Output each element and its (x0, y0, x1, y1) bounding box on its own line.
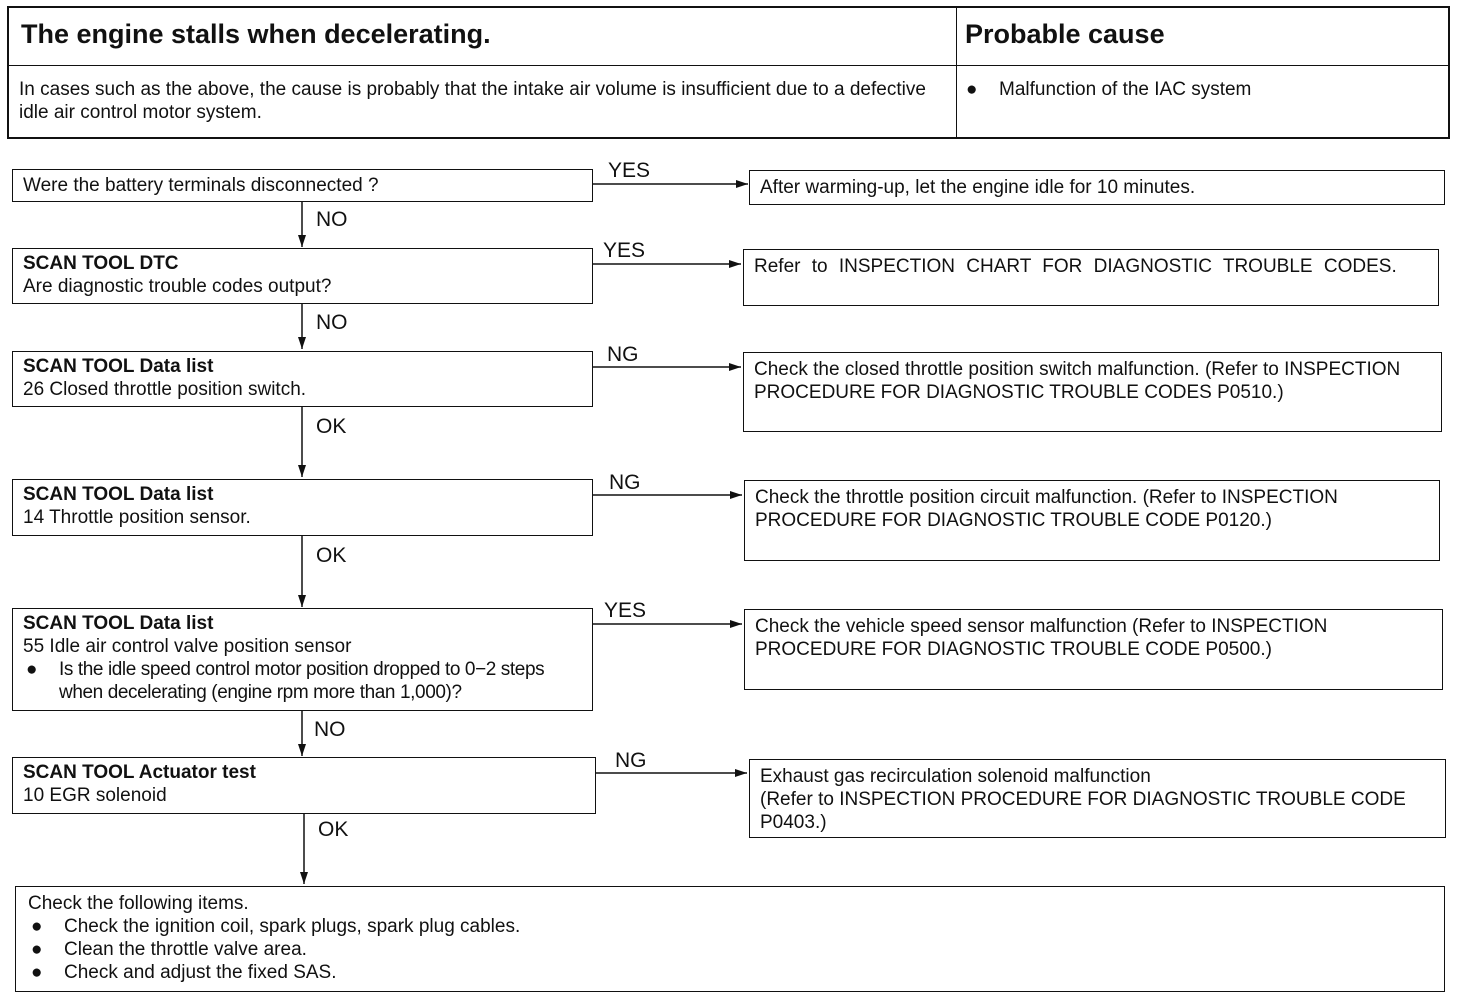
bullet-icon: ● (26, 659, 38, 680)
checklist-item-text: Check and adjust the fixed SAS. (64, 962, 337, 983)
checklist-item-text: Check the ignition coil, spark plugs, spark plug cables. (64, 916, 521, 937)
probable-cause-heading: Probable cause (965, 19, 1165, 49)
step-text: Were the battery terminals disconnected ? (23, 175, 379, 196)
step-closed-throttle-switch (12, 351, 593, 407)
bullet-icon: ● (31, 916, 43, 937)
result-text: Exhaust gas recirculation solenoid malfunction (760, 766, 1151, 787)
step-text: 55 Idle air control valve position sensor (23, 636, 352, 657)
label-no-2: NO (316, 311, 348, 334)
result-text: Refer to INSPECTION CHART FOR DIAGNOSTIC TROUBLE CODES. (754, 256, 1397, 277)
header-description: In cases such as the above, the cause is probably that the intake air volume is insufficient due to a defective idle air control motor system. (19, 79, 926, 123)
label-ok-3: OK (318, 818, 349, 841)
step-battery-terminals (12, 169, 593, 202)
label-ng-2: NG (609, 471, 641, 494)
step-text: Are diagnostic trouble codes output? (23, 276, 332, 297)
result-text: Check the closed throttle position switch malfunction. (Refer to INSPECTION PROCEDURE FOR DIAGNOSTIC TROUBLE CODES P0510.) (754, 359, 1401, 403)
checklist-item (28, 938, 1432, 961)
step-scan-tool-dtc (12, 248, 593, 304)
step-actuator-test-egr (12, 757, 596, 814)
label-ok-2: OK (316, 544, 347, 567)
result-refer-dtc-chart (743, 249, 1439, 306)
label-no-1: NO (316, 208, 348, 231)
step-text: 10 EGR solenoid (23, 785, 167, 806)
label-ng-3: NG (615, 749, 647, 772)
result-text: Check the throttle position circuit malfunction. (Refer to INSPECTION PROCEDURE FOR DIAGNOSTIC TROUBLE CODE P0120.) (755, 487, 1338, 531)
step-title: SCAN TOOL Data list (23, 356, 214, 377)
step-title: SCAN TOOL Actuator test (23, 762, 256, 783)
step-iac-valve-position (12, 608, 593, 711)
final-checklist (15, 886, 1445, 992)
bullet-icon: ● (31, 962, 43, 983)
result-egr-solenoid-p0403 (749, 759, 1446, 838)
result-vehicle-speed-p0500 (744, 609, 1443, 690)
checklist-intro: Check the following items. (28, 893, 249, 914)
result-text: Check the vehicle speed sensor malfunction (Refer to INSPECTION PROCEDURE FOR DIAGNOSTIC TROUBLE CODE P0500.) (755, 616, 1328, 660)
cause-item: Malfunction of the IAC system (999, 79, 1252, 100)
label-yes-3: YES (604, 599, 647, 622)
result-text: After warming-up, let the engine idle for 10 minutes. (760, 177, 1196, 198)
label-yes-2: YES (603, 239, 646, 262)
checklist-item (28, 961, 1432, 984)
label-ok-1: OK (316, 415, 347, 438)
step-text: 14 Throttle position sensor. (23, 507, 251, 528)
step-title: SCAN TOOL DTC (23, 253, 179, 274)
step-text: 26 Closed throttle position switch. (23, 379, 307, 400)
result-text-continued: (Refer to INSPECTION PROCEDURE FOR DIAGNOSTIC TROUBLE CODE P0403.) (760, 789, 1406, 833)
label-yes-1: YES (608, 159, 651, 182)
result-throttle-circuit-p0120 (744, 480, 1440, 561)
checklist-item (28, 915, 1432, 938)
result-closed-throttle-p0510 (743, 352, 1442, 432)
checklist-item-text: Clean the throttle valve area. (64, 939, 307, 960)
page-title: The engine stalls when decelerating. (21, 19, 491, 49)
label-no-3: NO (314, 718, 346, 741)
cause-bullet-icon: ● (966, 79, 978, 100)
step-title: SCAN TOOL Data list (23, 484, 214, 505)
step-throttle-position-sensor (12, 479, 593, 536)
step-bullet-text: Is the idle speed control motor position dropped to 0−2 steps when decelerating (engine rpm more than 1,000)? (59, 659, 545, 703)
step-bullet-item (23, 658, 582, 704)
result-warm-up-idle (749, 170, 1445, 205)
step-title: SCAN TOOL Data list (23, 613, 214, 634)
bullet-icon: ● (31, 939, 43, 960)
label-ng-1: NG (607, 343, 639, 366)
